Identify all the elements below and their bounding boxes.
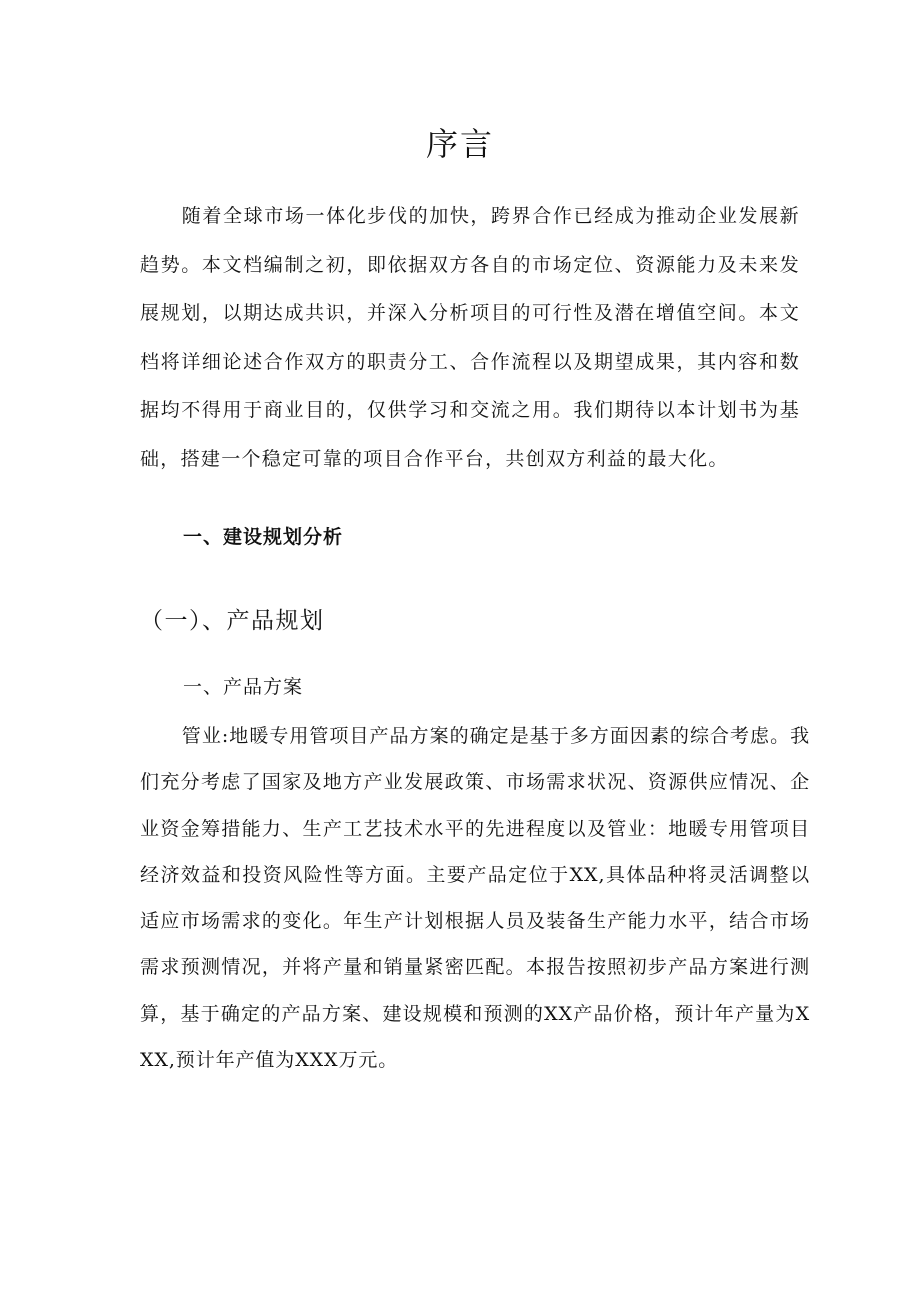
preface-paragraph: 随着全球市场一体化步伐的加快，跨界合作已经成为推动企业发展新趋势。本文档编制之初，即依据双方各自的市场定位、资源能力及未来发展规划，以期达成共识，并深入分析项目的可行性及潜在增值空间。本文档将详细论述合作双方的职责分工、合作流程以及期望成果，其内容和数据均不得用于商业目的，仅供学习和交流之用。我们期待以本计划书为基础，搭建一个稳定可靠的项目合作平台，共创双方利益的最大化。 bbox=[140, 205, 800, 470]
product-plan-paragraph: 管业:地暖专用管项目产品方案的确定是基于多方面因素的综合考虑。我们充分考虑了国家及地方产业发展政策、市场需求状况、资源供应情况、企业资金筹措能力、生产工艺技术水平的先进程度以及管业：地暖专用管项目经济效益和投资风险性等方面。主要产品定位于XX,具体品种将灵活调整以适应市场需求的变化。年生产计划根据人员及装备生产能力水平，结合市场需求预测情况，并将产量和销量紧密匹配。本报告按照初步产品方案进行测算，基于确定的产品方案、建设规模和预测的XX产品价格，预计年产量为XXX,预计年产值为XXX万元。 bbox=[140, 725, 810, 1072]
subsection-heading: （一）、产品规划 bbox=[140, 608, 325, 634]
document-title: 序言 bbox=[425, 125, 494, 163]
subsubsection-heading: 一、产品方案 bbox=[183, 676, 304, 698]
section-heading: 一、建设规划分析 bbox=[183, 526, 344, 548]
